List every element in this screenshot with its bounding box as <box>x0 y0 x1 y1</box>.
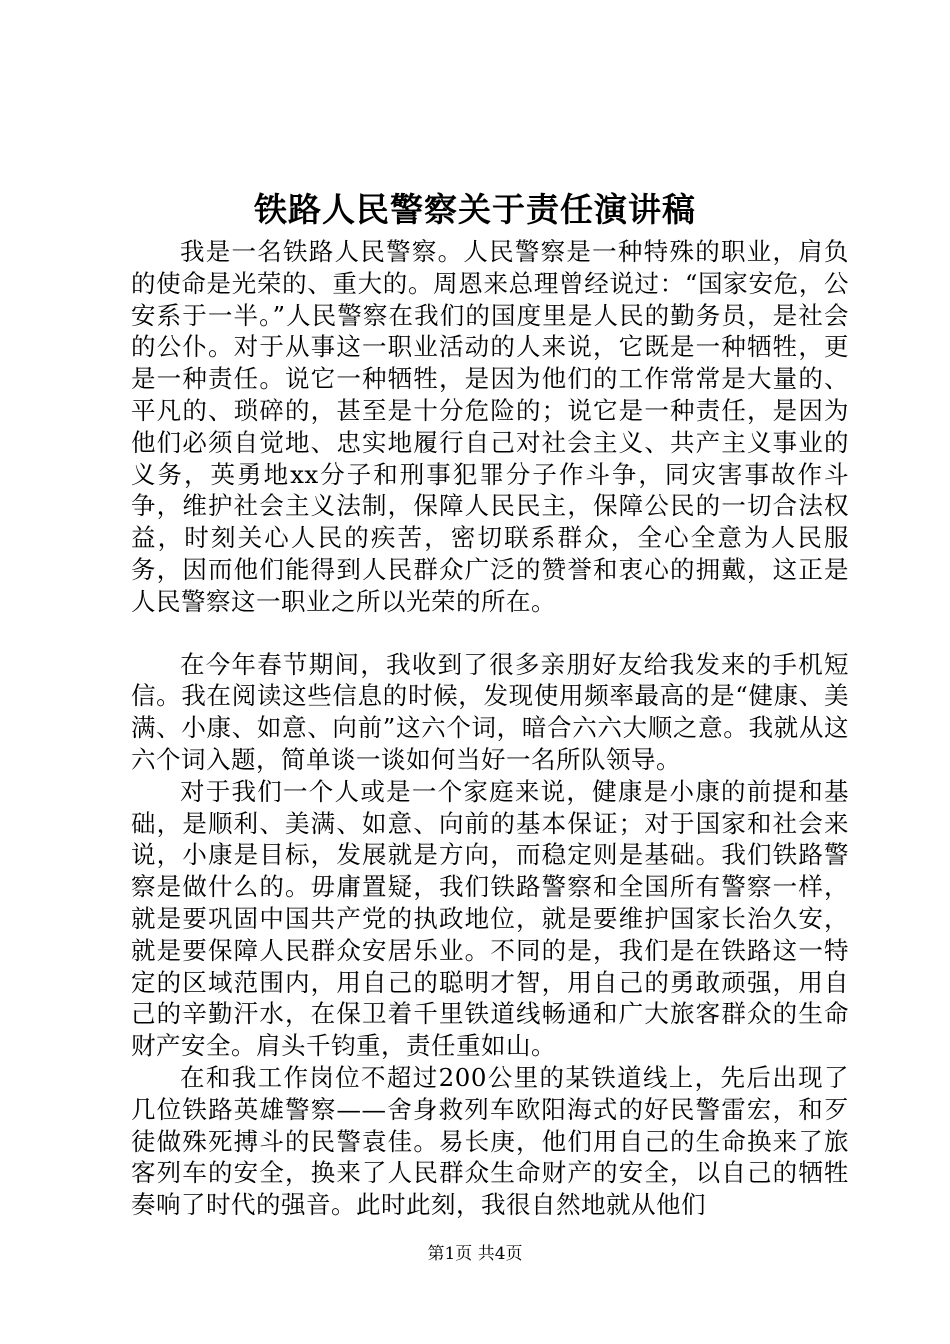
paragraph-spacer <box>131 618 849 649</box>
paragraph: 在今年春节期间，我收到了很多亲朋好友给我发来的手机短信。我在阅读这些信息的时候，发现使用频率最高的是“健康、美满、小康、如意、向前”这六个词，暗合六六大顺之意。我就从这六个词入题，简单谈一谈如何当好一名所队领导。 <box>131 649 849 774</box>
paragraph: 在和我工作岗位不超过200公里的某铁道线上，先后出现了几位铁路英雄警察——舍身救列车欧阳海式的好民警雷宏，和歹徒做殊死搏斗的民警袁佳。易长庚，他们用自己的生命换来了旅客列车的安全，换来了人民群众生命财产的安全，以自己的牺牲奏响了时代的强音。此时此刻，我很自然地就从他们 <box>131 1062 849 1220</box>
paragraph: 对于我们一个人或是一个家庭来说，健康是小康的前提和基础，是顺利、美满、如意、向前的基本保证；对于国家和社会来说，小康是目标，发展就是方向，而稳定则是基础。我们铁路警察是做什么的。毋庸置疑，我们铁路警察和全国所有警察一样，就是要巩固中国共产党的执政地位，就是要维护国家长治久安，就是要保障人民群众安居乐业。不同的是，我们是在铁路这一特定的区域范围内，用自己的聪明才智，用自己的勇敢顽强，用自己的辛勤汗水，在保卫着千里铁道线畅通和广大旅客群众的生命财产安全。肩头千钧重，责任重如山。 <box>131 776 849 1061</box>
document-title: 铁路人民警察关于责任演讲稿 <box>254 190 696 229</box>
document-body <box>131 236 849 1221</box>
page-number-footer: 第1页 共4页 <box>427 1244 523 1264</box>
paragraph: 我是一名铁路人民警察。人民警察是一种特殊的职业，肩负的使命是光荣的、重大的。周恩来总理曾经说过：“国家安危，公安系于一半。”人民警察在我们的国度里是人民的勤务员，是社会的公仆。对于从事这一职业活动的人来说，它既是一种牺牲，更是一种责任。说它一种牺牲，是因为他们的工作常常是大量的、平凡的、琐碎的，甚至是十分危险的；说它是一种责任，是因为他们必须自觉地、忠实地履行自己对社会主义、共产主义事业的义务，英勇地xx分子和刑事犯罪分子作斗争，同灾害事故作斗争，维护社会主义法制，保障人民民主，保障公民的一切合法权益，时刻关心人民的疾苦，密切联系群众，全心全意为人民服务，因而他们能得到人民群众广泛的赞誉和衷心的拥戴，这正是人民警察这一职业之所以光荣的所在。 <box>131 237 849 616</box>
